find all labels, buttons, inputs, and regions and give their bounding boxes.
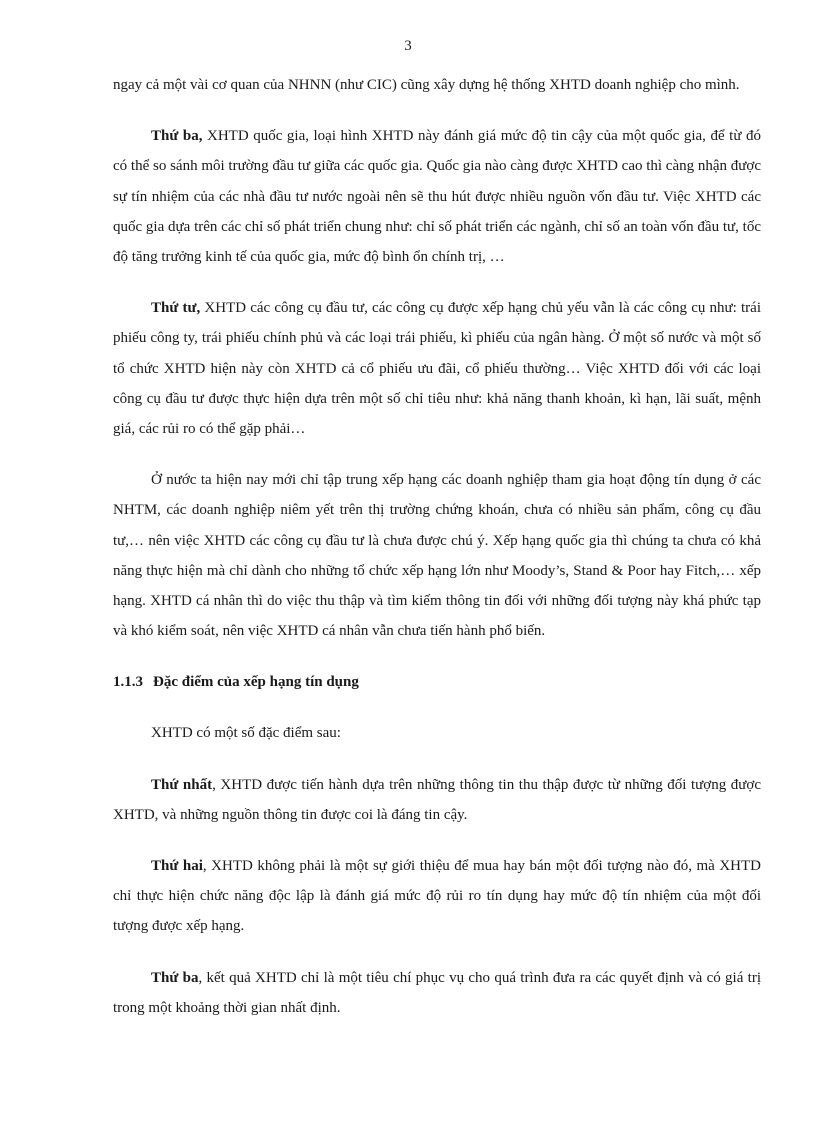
paragraph-intro [113,718,761,748]
paragraph-text: XHTD quốc gia, loại hình XHTD này đánh giá mức độ tin cậy của một quốc gia, để từ đó có thể so sánh môi trường đầu tư giữa các quốc gia. Quốc gia nào càng được XHTD cao thì càng nhận được sự tín nhiệm của các nhà đầu tư nước ngoài nên sẽ thu hút được nhiều nguồn vốn đầu tư. Việc XHTD các quốc gia dựa trên các chỉ số phát triển chung như: chỉ số phát triển các ngành, chỉ số an toàn vốn đầu tư, tốc độ tăng trưởng kinh tế của quốc gia, mức độ bình ổn chính trị, … [113,128,762,266]
paragraph-thu-tu-cong-cu [113,293,761,444]
paragraph-text: ngay cả một vài cơ quan của NHNN (như CIC) cũng xây dựng hệ thống XHTD doanh nghiệp cho mình. [113,77,740,93]
paragraph-continuation [113,70,761,100]
paragraph-text: XHTD các công cụ đầu tư, các công cụ được xếp hạng chủ yếu vẫn là các công cụ như: trái phiếu công ty, trái phiếu chính phủ và các loại trái phiếu, kì phiếu của ngân hàng. Ở một số nước và một số tổ chức XHTD hiện này còn XHTD cả cổ phiếu ưu đãi, cổ phiếu thường… Việc XHTD đối với các loại công cụ đầu tư được thực hiện dựa trên một số chỉ tiêu như: khả năng thanh khoản, kì hạn, lãi suất, mệnh giá, các rủi ro có thể gặp phải… [113,300,761,438]
paragraph-text: , XHTD được tiến hành dựa trên những thông tin thu thập được từ những đối tượng được XHTD, và những nguồn thông tin được coi là đáng tin cậy. [113,776,762,823]
page-number: 3 [404,38,412,54]
section-title: Đặc điểm của xếp hạng tín dụng [153,674,359,691]
paragraph-lead: Thứ ba [151,969,199,986]
paragraph-text: , XHTD không phải là một sự giới thiệu để mua hay bán một đối tượng nào đó, mà XHTD chỉ thực hiện chức năng độc lập là đánh giá mức độ rủi ro tín dụng hay mức độ tín nhiệm của một đối tượng được xếp hạng. [113,858,762,935]
paragraph-thu-nhat [113,770,761,830]
paragraph-o-nuoc-ta [113,465,761,646]
paragraph-text: XHTD có một số đặc điểm sau: [151,725,341,742]
section-number: 1.1.3 [113,674,143,691]
paragraph-lead: Thứ ba, [151,128,203,145]
paragraph-lead: Thứ tư, [151,300,201,317]
paragraph-thu-hai [113,851,761,942]
section-heading [113,667,761,697]
paragraph-text: Ở nước ta hiện nay mới chỉ tập trung xếp hạng các doanh nghiệp tham gia hoạt động tín dụng ở các NHTM, các doanh nghiệp niêm yết trên thị trường chứng khoán, chưa có nhiều sản phẩm, công cụ đầu tư,… nên việc XHTD các công cụ đầu tư là chưa được chú ý. Xếp hạng quốc gia thì chúng ta chưa có khả năng thực hiện mà chỉ dành cho những tổ chức xếp hạng lớn như Moody’s, Stand & Poor hay Fitch,… xếp hạng. XHTD cá nhân thì do việc thu thập và tìm kiếm thông tin đối với những đối tượng này khá phức tạp và khó kiểm soát, nên việc XHTD cá nhân vẫn chưa tiến hành phổ biến. [113,472,761,640]
paragraph-text: , kết quả XHTD chỉ là một tiêu chí phục vụ cho quá trình đưa ra các quyết định và có giá trị trong một khoảng thời gian nhất định. [113,969,761,1016]
paragraph-thu-ba-quoc-gia [113,121,761,272]
paragraph-lead: Thứ hai [151,858,203,875]
paragraph-thu-ba-ket-qua [113,963,761,1023]
document-body [113,70,761,1023]
paragraph-lead: Thứ nhất [151,776,213,793]
